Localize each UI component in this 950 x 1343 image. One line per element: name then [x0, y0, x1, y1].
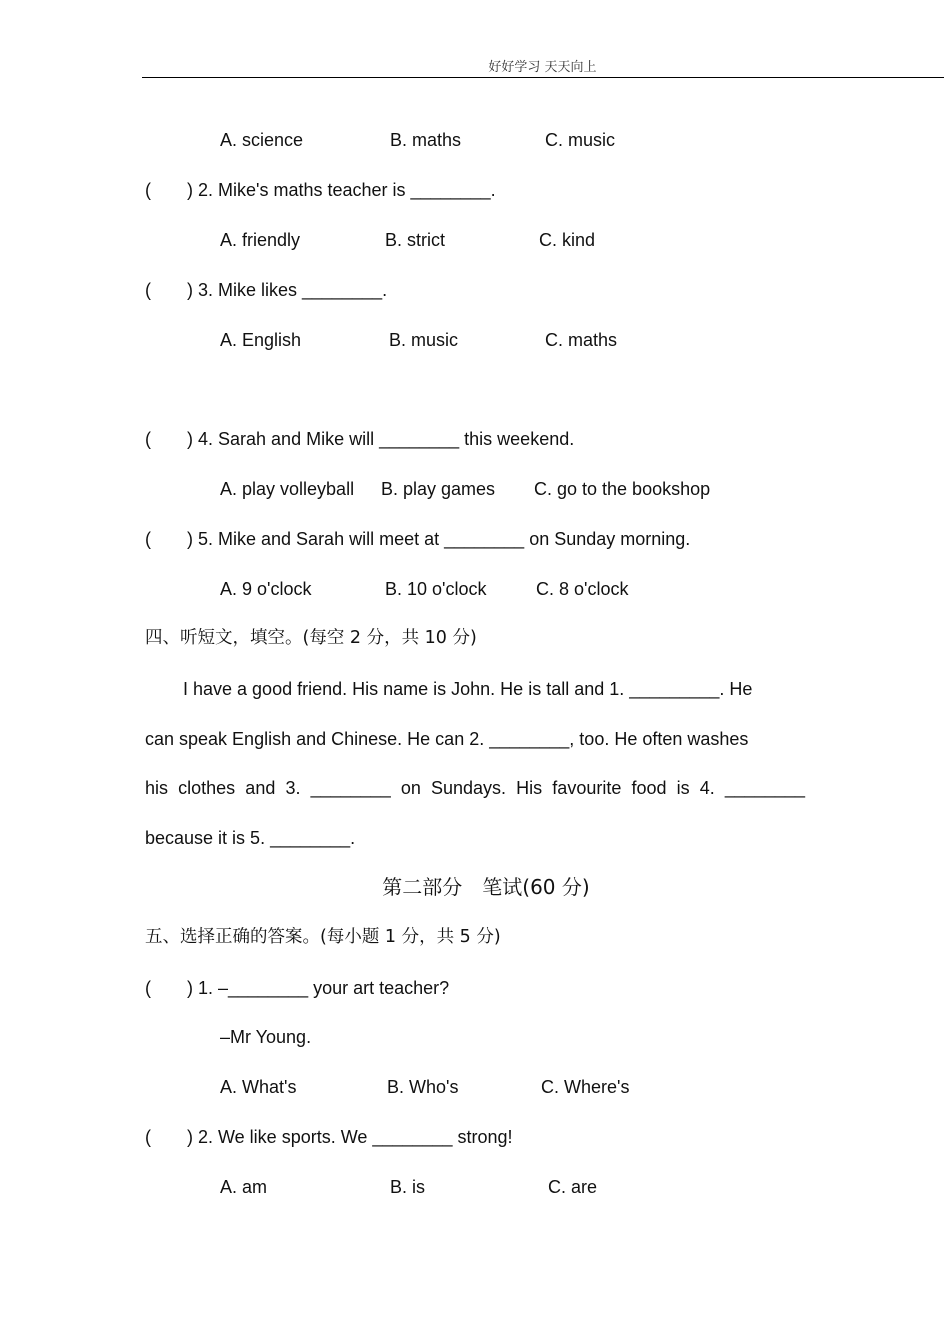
- passage-line-4: because it is 5. ________.: [145, 828, 356, 848]
- q1-option-c: C. music: [545, 130, 616, 150]
- q2-option-b: B. strict: [385, 230, 446, 250]
- q3-option-b: B. music: [389, 330, 459, 350]
- question-3: [145, 279, 387, 301]
- question-2: [145, 179, 496, 201]
- s5q2-option-a: A. am: [220, 1177, 268, 1197]
- section-5-question-1-text: ) 1. –________ your art teacher?: [187, 978, 450, 998]
- q3-option-a: A. English: [220, 330, 302, 350]
- section-5-title: 五、选择正确的答案。(每小题 1 分，共 5 分): [145, 927, 501, 947]
- q5-option-c: C. 8 o'clock: [536, 579, 629, 599]
- question-4-text: ) 4. Sarah and Mike will ________ this weekend.: [187, 429, 575, 449]
- question-5: [145, 528, 690, 550]
- q4-option-c: C. go to the bookshop: [534, 479, 711, 499]
- header-rule: [142, 77, 944, 78]
- answer-bracket: (: [145, 180, 151, 200]
- question-5-text: ) 5. Mike and Sarah will meet at ________ on Sunday morning.: [187, 529, 691, 549]
- section-5-question-1: [145, 977, 449, 999]
- section-5-question-2-text: ) 2. We like sports. We ________ strong!: [187, 1127, 513, 1147]
- q1-option-a: A. science: [220, 130, 304, 150]
- question-3-text: ) 3. Mike likes ________.: [187, 280, 388, 300]
- q2-option-a: A. friendly: [220, 230, 301, 250]
- q2-option-c: C. kind: [539, 230, 596, 250]
- answer-bracket: (: [145, 1127, 151, 1147]
- passage-line-2: can speak English and Chinese. He can 2. ________, too. He often washes: [145, 729, 749, 749]
- part-2-title: 第二部分 笔试(60 分): [382, 875, 590, 899]
- s5q1-option-b: B. Who's: [387, 1077, 459, 1097]
- answer-bracket: (: [145, 280, 151, 300]
- s5q1-option-a: A. What's: [220, 1077, 297, 1097]
- section-5-question-2: [145, 1126, 513, 1148]
- answer-bracket: (: [145, 978, 151, 998]
- q4-option-a: A. play volleyball: [220, 479, 355, 499]
- section-4-title: 四、听短文，填空。(每空 2 分，共 10 分): [145, 628, 477, 648]
- passage-line-1: I have a good friend. His name is John. He is tall and 1. _________. He: [183, 679, 753, 699]
- section-5-question-1-answer: –Mr Young.: [220, 1027, 312, 1047]
- s5q1-option-c: C. Where's: [541, 1077, 630, 1097]
- s5q2-option-b: B. is: [390, 1177, 426, 1197]
- question-4: [145, 428, 574, 450]
- q5-option-a: A. 9 o'clock: [220, 579, 312, 599]
- q1-option-b: B. maths: [390, 130, 462, 150]
- q5-option-b: B. 10 o'clock: [385, 579, 487, 599]
- page-header: 好好学习 天天向上: [488, 60, 597, 75]
- q3-option-c: C. maths: [545, 330, 618, 350]
- s5q2-option-c: C. are: [548, 1177, 598, 1197]
- answer-bracket: (: [145, 529, 151, 549]
- q4-option-b: B. play games: [381, 479, 496, 499]
- answer-bracket: (: [145, 429, 151, 449]
- question-2-text: ) 2. Mike's maths teacher is ________.: [187, 180, 496, 200]
- passage-line-3: his clothes and 3. ________ on Sundays. His favourite food is 4. ________: [145, 778, 805, 798]
